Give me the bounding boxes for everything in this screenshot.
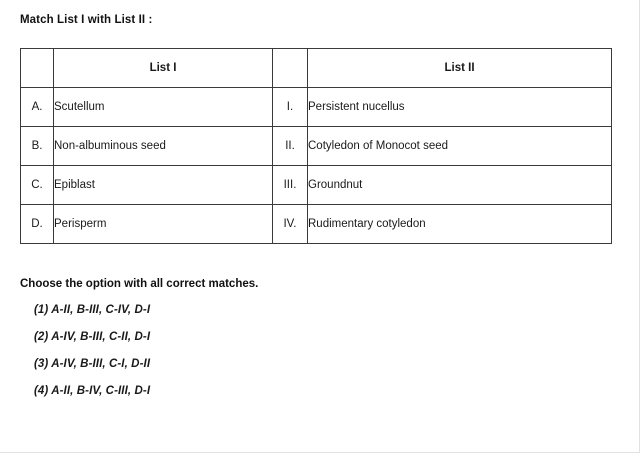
header-blank-mid bbox=[273, 49, 308, 88]
table-header-row bbox=[21, 49, 612, 88]
row-value-left: Perisperm bbox=[54, 205, 273, 244]
table-row bbox=[21, 205, 612, 244]
row-key-right: II. bbox=[273, 127, 308, 166]
row-value-right: Rudimentary cotyledon bbox=[308, 205, 612, 244]
row-value-left: Epiblast bbox=[54, 166, 273, 205]
header-list-i: List I bbox=[54, 49, 273, 88]
option-4[interactable]: (4) A-II, B-IV, C-III, D-I bbox=[34, 385, 151, 397]
table-row bbox=[21, 166, 612, 205]
row-key-left: A. bbox=[21, 88, 54, 127]
header-blank-left bbox=[21, 49, 54, 88]
row-key-right: I. bbox=[273, 88, 308, 127]
match-table bbox=[20, 48, 612, 244]
header-list-ii: List II bbox=[308, 49, 612, 88]
row-value-right: Groundnut bbox=[308, 166, 612, 205]
row-value-left: Scutellum bbox=[54, 88, 273, 127]
options-list bbox=[34, 304, 622, 397]
match-table-container bbox=[20, 48, 612, 244]
row-key-right: IV. bbox=[273, 205, 308, 244]
row-key-right: III. bbox=[273, 166, 308, 205]
row-key-left: B. bbox=[21, 127, 54, 166]
option-2[interactable]: (2) A-IV, B-III, C-II, D-I bbox=[34, 331, 151, 343]
row-value-left: Non-albuminous seed bbox=[54, 127, 273, 166]
instruction-text: Choose the option with all correct matches. bbox=[20, 278, 259, 290]
option-1[interactable]: (1) A-II, B-III, C-IV, D-I bbox=[34, 304, 151, 316]
row-value-right: Persistent nucellus bbox=[308, 88, 612, 127]
row-value-right: Cotyledon of Monocot seed bbox=[308, 127, 612, 166]
row-key-left: C. bbox=[21, 166, 54, 205]
table-row bbox=[21, 88, 612, 127]
option-3[interactable]: (3) A-IV, B-III, C-I, D-II bbox=[34, 358, 151, 370]
page-title: Match List I with List II : bbox=[20, 14, 153, 26]
table-row bbox=[21, 127, 612, 166]
row-key-left: D. bbox=[21, 205, 54, 244]
